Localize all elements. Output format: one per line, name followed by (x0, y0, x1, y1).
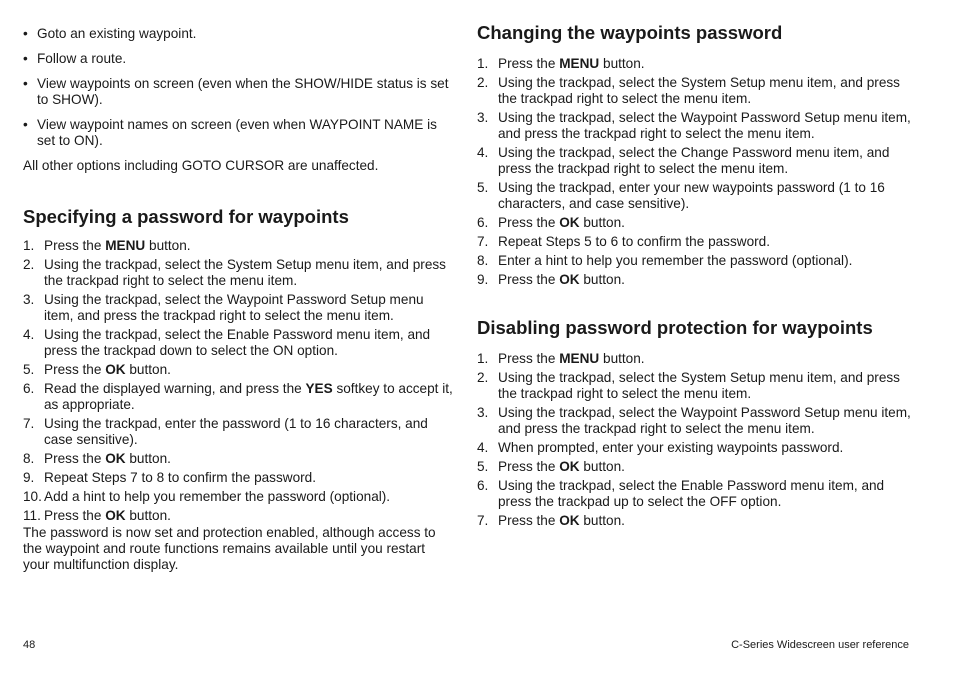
step-item (477, 351, 913, 367)
step-number: 2. (23, 257, 35, 272)
step-text: Using the trackpad, select the Enable Password menu item, and press the trackpad up to select the OFF option. (498, 478, 885, 509)
step-text: Using the trackpad, select the System Setup menu item, and press the trackpad right to select the menu item. (498, 75, 900, 106)
step-number: 4. (477, 440, 489, 455)
step-number: 1. (477, 351, 489, 366)
step-key-name: MENU (105, 238, 146, 253)
step-text: Using the trackpad, select the System Setup menu item, and press the trackpad right to select the menu item. (498, 370, 900, 401)
section-heading-specifying: Specifying a password for waypoints (23, 206, 349, 227)
step-number: 6. (477, 478, 489, 493)
step-item (23, 489, 455, 505)
step-item (23, 451, 455, 467)
step-text: Read the displayed warning, and press the (44, 381, 306, 396)
step-text: Repeat Steps 7 to 8 to confirm the password. (44, 470, 317, 485)
step-number: 3. (477, 110, 489, 125)
step-item (23, 292, 455, 324)
step-text: Press the (44, 451, 106, 466)
step-text: Using the trackpad, select the Waypoint Password Setup menu item, and press the trackpad right to select the menu item. (44, 292, 424, 323)
step-item (23, 238, 455, 254)
step-text: Press the (498, 56, 560, 71)
step-text: Press the (498, 272, 560, 287)
step-text: Using the trackpad, select the Waypoint Password Setup menu item, and press the trackpad right to select the menu item. (498, 110, 911, 141)
step-item (23, 327, 455, 359)
step-text: Using the trackpad, select the System Setup menu item, and press the trackpad right to select the menu item. (44, 257, 446, 288)
step-item (477, 272, 913, 288)
step-item (477, 405, 913, 437)
step-number: 9. (23, 470, 35, 485)
step-text-end: button. (579, 215, 625, 230)
step-number: 4. (477, 145, 489, 160)
step-item (477, 56, 913, 72)
step-text-end: button. (579, 459, 625, 474)
step-item (477, 513, 913, 529)
step-text-end: button. (579, 513, 625, 528)
step-text-end: button. (125, 508, 171, 523)
step-text: Press the (498, 215, 560, 230)
step-item (477, 145, 913, 177)
step-number: 5. (477, 459, 489, 474)
disabling-steps-list (477, 351, 913, 532)
document-title: C-Series Widescreen user reference (731, 639, 909, 651)
step-text: Press the (44, 362, 106, 377)
specifying-steps-list (23, 238, 455, 527)
step-text: Press the (44, 508, 106, 523)
step-key-name: OK (105, 362, 126, 377)
step-item (477, 110, 913, 142)
step-number: 2. (477, 370, 489, 385)
step-text: Press the (44, 238, 106, 253)
step-item (477, 253, 913, 269)
step-text: Using the trackpad, enter your new waypoints password (1 to 16 characters, and case sensitive). (498, 180, 885, 211)
step-number: 10. (23, 489, 42, 504)
section-heading-changing: Changing the waypoints password (477, 22, 783, 43)
step-text-end: button. (125, 451, 171, 466)
step-key-name: OK (559, 513, 580, 528)
step-text: When prompted, enter your existing waypoints password. (498, 440, 844, 455)
step-text-end: softkey to accept it, as appropriate. (44, 381, 453, 412)
step-number: 11. (23, 508, 41, 523)
step-item (23, 362, 455, 378)
step-item (477, 75, 913, 107)
step-text: Using the trackpad, select the Change Password menu item, and press the trackpad right to select the menu item. (498, 145, 890, 176)
step-number: 6. (23, 381, 35, 396)
step-text: Add a hint to help you remember the password (optional). (44, 489, 391, 504)
step-item (477, 215, 913, 231)
other-options-text: All other options including GOTO CURSOR are unaffected. (23, 158, 379, 173)
step-text-end: button. (579, 272, 625, 287)
step-item (477, 180, 913, 212)
step-text-end: button. (125, 362, 171, 377)
step-number: 1. (477, 56, 489, 71)
step-number: 3. (477, 405, 489, 420)
step-number: 9. (477, 272, 489, 287)
list-item: • Follow a route. (23, 51, 455, 67)
step-text: Repeat Steps 5 to 6 to confirm the password. (498, 234, 771, 249)
step-item (477, 478, 913, 510)
step-item (23, 381, 455, 413)
waypoint-options-list (23, 26, 455, 158)
step-text-end: button. (599, 351, 645, 366)
step-key-name: MENU (559, 351, 600, 366)
step-number: 1. (23, 238, 35, 253)
step-item (477, 370, 913, 402)
step-key-name: YES (305, 381, 333, 396)
step-key-name: MENU (559, 56, 600, 71)
step-item (23, 508, 455, 524)
section-heading-disabling: Disabling password protection for waypoints (477, 317, 873, 338)
step-number: 3. (23, 292, 35, 307)
step-text: Using the trackpad, select the Enable Password menu item, and press the trackpad down to select the ON option. (44, 327, 431, 358)
step-number: 5. (477, 180, 489, 195)
list-item: • View waypoints on screen (even when the SHOW/HIDE status is set to SHOW). (23, 76, 455, 108)
step-number: 7. (23, 416, 35, 431)
step-text: Press the (498, 459, 560, 474)
step-key-name: OK (559, 272, 580, 287)
step-item (23, 470, 455, 486)
step-text-end: button. (599, 56, 645, 71)
step-key-name: OK (105, 508, 126, 523)
step-text: Press the (498, 513, 560, 528)
list-item: • View waypoint names on screen (even when WAYPOINT NAME is set to ON). (23, 117, 455, 149)
changing-steps-list (477, 56, 913, 291)
step-text: Enter a hint to help you remember the password (optional). (498, 253, 853, 268)
step-key-name: OK (105, 451, 126, 466)
step-key-name: OK (559, 459, 580, 474)
step-text-end: button. (145, 238, 191, 253)
step-number: 7. (477, 234, 489, 249)
step-number: 8. (477, 253, 489, 268)
page-number: 48 (23, 639, 36, 651)
step-text: Using the trackpad, select the Waypoint Password Setup menu item, and press the trackpad right to select the menu item. (498, 405, 911, 436)
step-key-name: OK (559, 215, 580, 230)
step-number: 2. (477, 75, 489, 90)
step-item (477, 234, 913, 250)
step-text: Using the trackpad, enter the password (1 to 16 characters, and case sensitive). (44, 416, 428, 447)
step-number: 4. (23, 327, 35, 342)
step-item (23, 257, 455, 289)
step-number: 8. (23, 451, 35, 466)
step-item (477, 440, 913, 456)
step-text: Press the (498, 351, 560, 366)
step-number: 7. (477, 513, 489, 528)
step-item (23, 416, 455, 448)
step-number: 6. (477, 215, 489, 230)
step-number: 5. (23, 362, 35, 377)
closing-paragraph: The password is now set and protection enabled, although access to the waypoint and route functions remains available until you restart your multifunction display. (23, 525, 436, 572)
list-item: • Goto an existing waypoint. (23, 26, 455, 42)
step-item (477, 459, 913, 475)
